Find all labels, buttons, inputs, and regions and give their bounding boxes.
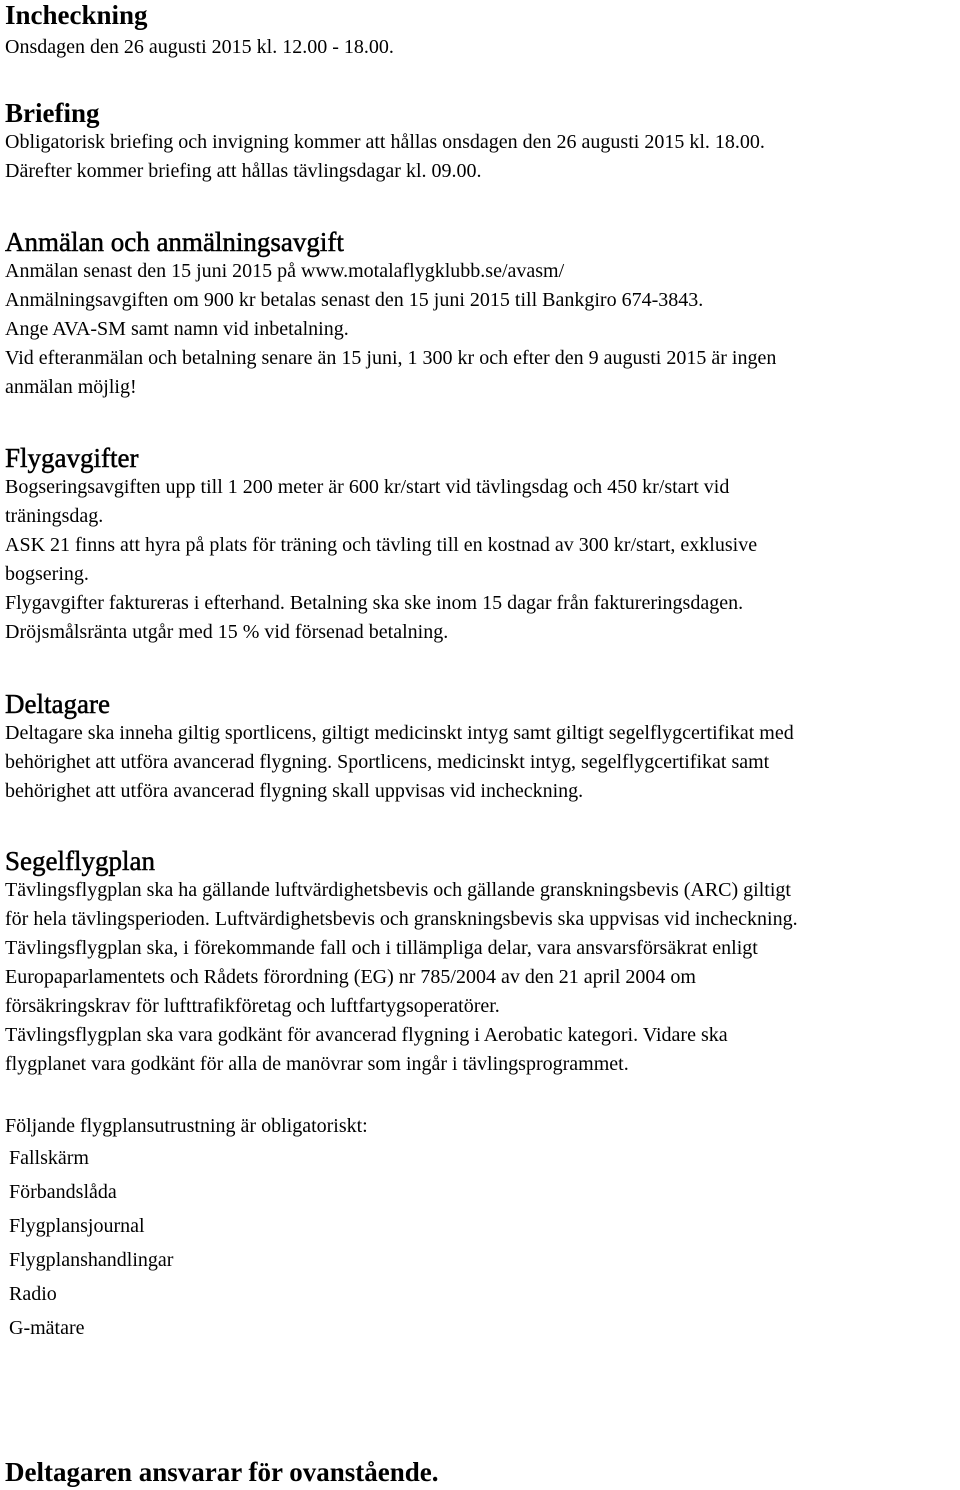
section-participants: [5, 689, 794, 806]
section-heading-glider: Segelflygplan: [5, 846, 155, 876]
glider-line: för hela tävlingsperioden. Luftvärdighetsbevis och granskningsbevis ska uppvisas vid incheckning.: [5, 908, 798, 930]
section-equipment: [5, 1112, 368, 1345]
registration-line: Vid efteranmälan och betalning senare än 15 juni, 1 300 kr och efter den 9 augusti 2015 är ingen: [5, 347, 777, 369]
registration-line: anmälan möjlig!: [5, 376, 137, 398]
briefing-line: Obligatorisk briefing och invigning kommer att hållas onsdagen den 26 augusti 2015 kl. 18.00.: [5, 131, 765, 153]
section-heading-briefing: Briefing: [5, 98, 100, 128]
equipment-item: Flygplanshandlingar: [9, 1249, 174, 1271]
fees-line: träningsdag.: [5, 505, 104, 527]
briefing-line: Därefter kommer briefing att hållas tävlingsdagar kl. 09.00.: [5, 160, 482, 182]
glider-line: försäkringskrav för lufttrafikföretag och luftfartygsoperatörer.: [5, 995, 500, 1017]
section-heading-participants: Deltagare: [5, 689, 110, 719]
section-heading-fees: Flygavgifter: [5, 443, 139, 473]
equipment-intro: Följande flygplansutrustning är obligatoriskt:: [5, 1115, 368, 1137]
equipment-item: Fallskärm: [9, 1147, 89, 1169]
section-fees: [5, 443, 757, 647]
section-heading-registration: Anmälan och anmälningsavgift: [5, 227, 344, 257]
fees-line: Bogseringsavgiften upp till 1 200 meter är 600 kr/start vid tävlingsdag och 450 kr/start vid: [5, 476, 730, 498]
participants-line: Deltagare ska inneha giltig sportlicens, giltigt medicinskt intyg samt giltigt segelflygcertifikat med: [5, 722, 794, 744]
registration-line: Anmälan senast den 15 juni 2015 på www.motalaflygklubb.se/avasm/: [5, 260, 565, 282]
section-checkin: [5, 0, 394, 64]
glider-line: Tävlingsflygplan ska vara godkänt för avancerad flygning i Aerobatic kategori. Vidare ska: [5, 1024, 728, 1046]
participants-line: behörighet att utföra avancerad flygning. Sportlicens, medicinskt intyg, segelflygcertifikat samt: [5, 751, 770, 773]
registration-line: Anmälningsavgiften om 900 kr betalas senast den 15 juni 2015 till Bankgiro 674-3843.: [5, 289, 704, 311]
fees-line: bogsering.: [5, 563, 89, 585]
fees-line: ASK 21 finns att hyra på plats för träning och tävling till en kostnad av 300 kr/start, exklusive: [5, 534, 758, 556]
section-registration: [5, 227, 776, 402]
final-statement: Deltagaren ansvarar för ovanstående.: [5, 1457, 439, 1487]
equipment-item: Flygplansjournal: [9, 1215, 145, 1237]
registration-line: Ange AVA-SM samt namn vid inbetalning.: [5, 318, 349, 340]
section-glider: [5, 846, 798, 1079]
equipment-item: Förbandslåda: [9, 1181, 117, 1203]
glider-line: flygplanet vara godkänt för alla de manövrar som ingår i tävlingsprogrammet.: [5, 1053, 629, 1075]
fees-line: Dröjsmålsränta utgår med 15 % vid försenad betalning.: [5, 621, 449, 643]
glider-line: Tävlingsflygplan ska, i förekommande fall och i tillämpliga delar, vara ansvarsförsäkrat enligt: [5, 937, 758, 959]
checkin-line: Onsdagen den 26 augusti 2015 kl. 12.00 - 18.00.: [5, 36, 394, 58]
participants-line: behörighet att utföra avancerad flygning skall uppvisas vid incheckning.: [5, 780, 584, 802]
section-briefing: [5, 98, 765, 186]
glider-line: Tävlingsflygplan ska ha gällande luftvärdighetsbevis och gällande granskningsbevis (ARC) giltigt: [5, 879, 791, 901]
section-heading-checkin: Incheckning: [5, 0, 148, 30]
equipment-item: G-mätare: [9, 1317, 85, 1339]
glider-line: Europaparlamentets och Rådets förordning (EG) nr 785/2004 av den 21 april 2004 om: [5, 966, 696, 988]
equipment-item: Radio: [9, 1283, 57, 1305]
fees-line: Flygavgifter faktureras i efterhand. Betalning ska ske inom 15 dagar från faktureringsdagen.: [5, 592, 744, 614]
